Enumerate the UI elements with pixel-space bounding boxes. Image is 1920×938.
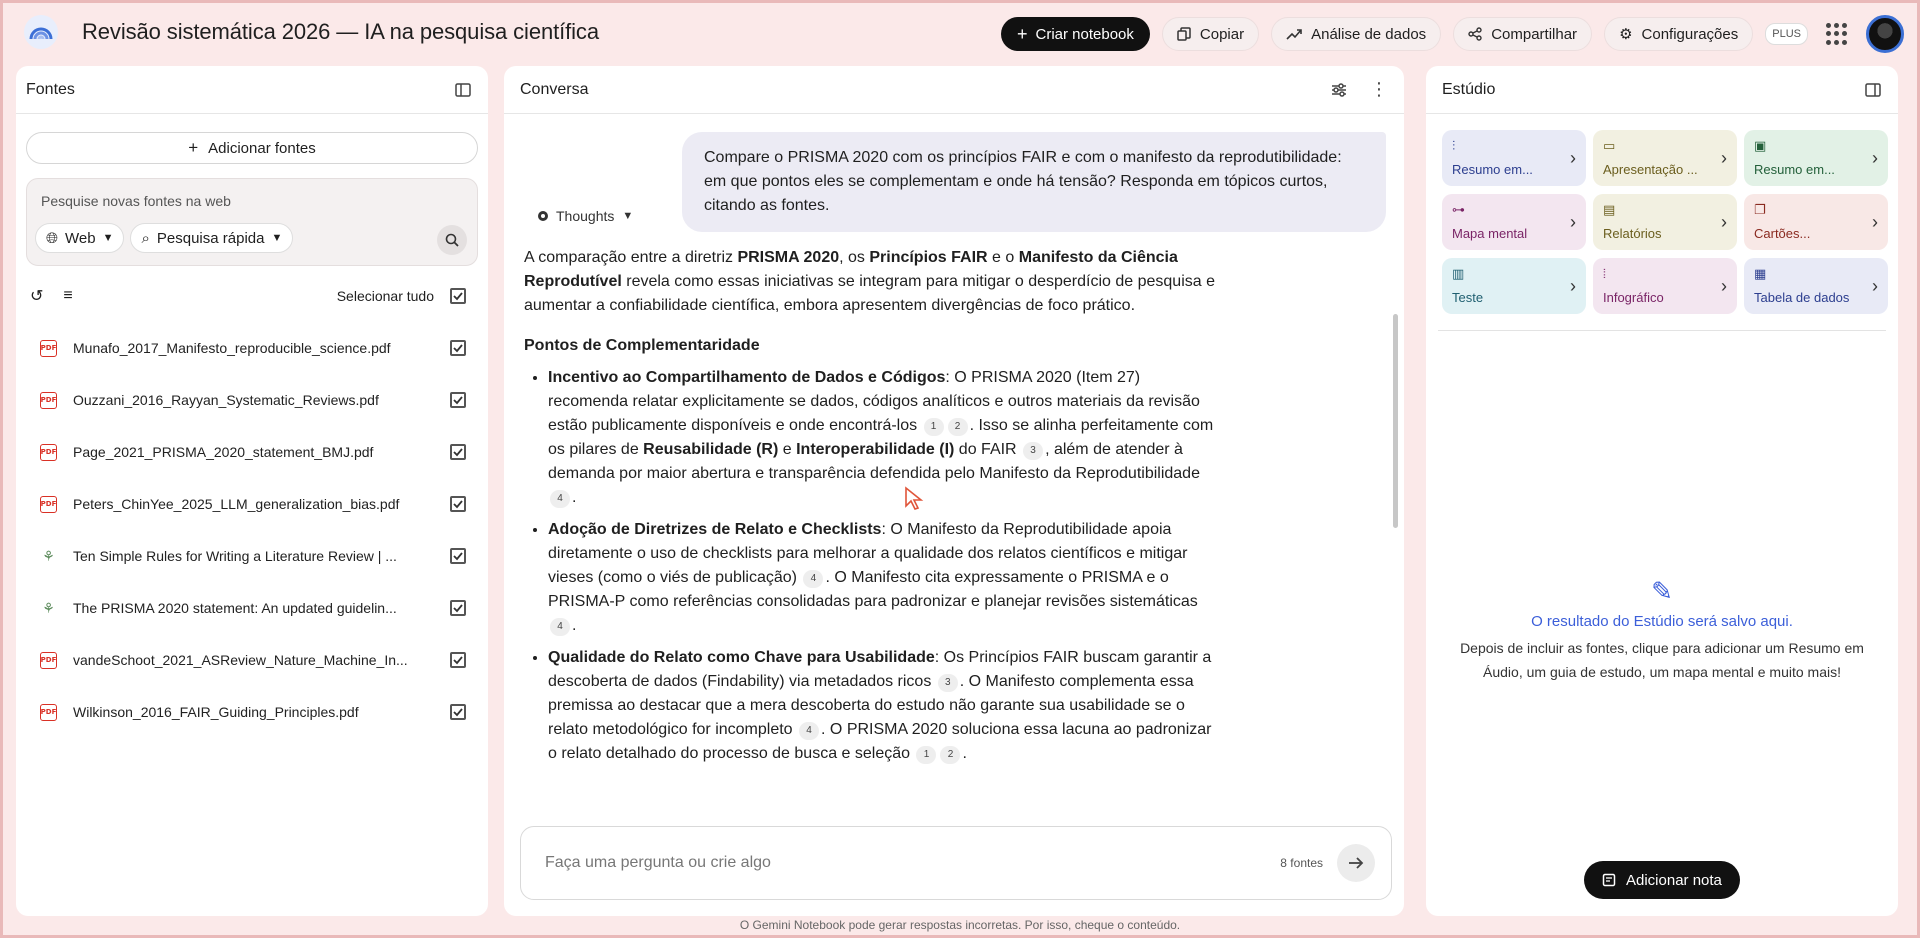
tune-icon[interactable] [1324,75,1354,105]
data-analysis-button[interactable]: Análise de dados [1271,17,1441,51]
divider [1438,330,1886,331]
magic-wand-icon: ✎ [1651,576,1673,606]
studio-tile[interactable] [1442,194,1586,250]
chevron-right-icon: › [1570,276,1576,296]
audio-icon: ⫶ [1452,138,1456,153]
send-button[interactable] [1337,844,1375,882]
citation-chip[interactable]: 2 [940,746,960,764]
thoughts-icon [538,211,548,221]
citation-chip[interactable]: 3 [1023,442,1043,460]
source-checkbox[interactable] [450,392,466,408]
source-item[interactable] [16,478,488,530]
chat-panel [504,66,1404,916]
share-icon [1468,27,1482,41]
plus-icon: + [188,138,199,157]
studio-tile[interactable] [1593,258,1737,314]
web-chip[interactable]: 🌐︎ Web ▼ [35,223,124,253]
select-all-label: Selecionar tudo [336,288,434,304]
source-name: vandeSchoot_2021_ASReview_Nature_Machine_In... [73,652,408,668]
studio-tile-label: Relatórios [1603,226,1662,241]
search-mode-chip[interactable]: ⌕ Pesquisa rápida ▼ [130,223,293,253]
studio-tile-label: Mapa mental [1452,226,1528,241]
pdf-icon: PDF [40,496,57,513]
pdf-icon: PDF [40,392,57,409]
source-item[interactable] [16,426,488,478]
sparkle-search-icon: ⌕ [141,229,150,247]
pdf-icon: PDF [40,652,57,669]
studio-tile-label: Infográfico [1603,290,1664,305]
studio-panel [1426,66,1898,916]
user-message: Compare o PRISMA 2020 com os princípios FAIR e com o manifesto da reprodutibilidade: em que pontos eles se complementam e onde há tensão? Responda em tópicos curtos, citando as fontes. [682,132,1386,232]
mouse-cursor-icon [904,486,926,512]
notebook-title[interactable]: Revisão sistemática 2026 — IA na pesquisa científica [82,19,599,44]
more-vert-icon[interactable]: ⋮ [1370,79,1388,99]
chevron-right-icon: › [1721,276,1727,296]
pdf-icon: PDF [40,704,57,721]
chevron-right-icon: › [1570,212,1576,232]
pdf-icon: PDF [40,444,57,461]
infographic-icon: ⦙ [1603,266,1606,281]
source-checkbox[interactable] [450,548,466,564]
studio-empty-title: O resultado do Estúdio será salvo aqui. [1531,613,1793,630]
chevron-right-icon: › [1872,276,1878,296]
chevron-right-icon: › [1721,212,1727,232]
sort-icon[interactable]: ≡ [63,287,73,304]
table-icon: ▦ [1754,266,1767,281]
citation-chip[interactable]: 1 [924,418,944,436]
chat-panel-title: Conversa [520,80,589,98]
studio-tile-label: Tabela de dados [1754,290,1850,305]
globe-icon: 🌐︎ [46,229,59,247]
note-icon [1602,873,1616,887]
source-checkbox[interactable] [450,340,466,356]
source-name: Peters_ChinYee_2025_LLM_generalization_bias.pdf [73,496,400,512]
source-checkbox[interactable] [450,444,466,460]
create-notebook-button[interactable]: + Criar notebook [1001,17,1150,51]
plus-icon: + [1017,23,1028,44]
search-submit-button[interactable] [437,225,467,255]
source-name: Ouzzani_2016_Rayyan_Systematic_Reviews.pdf [73,392,379,408]
citation-chip[interactable]: 3 [938,674,958,692]
source-checkbox[interactable] [450,652,466,668]
list-item: • Qualidade do Relato como Chave para Usabilidade: Os Princípios FAIR buscam garantir a descoberta de dados (Findability) via metadados ricos 3 . O Manifesto complementa essa premissa ao destacar que a mera descoberta do estudo não garante sua usabilidade se o relato metodológico for incompleto 4 . O PRISMA 2020 soluciona essa lacuna ao padronizar o relato detalhado do processo de busca e seleção 1 2 . [548,646,1224,766]
cards-icon: ❐ [1754,202,1766,217]
web-page-icon: ⚘ [42,599,55,616]
slides-icon: ▭ [1603,138,1616,153]
answer-list [524,366,1224,766]
collapse-panel-icon[interactable] [1858,75,1888,105]
app-logo-icon[interactable] [24,15,58,49]
citation-chip[interactable]: 4 [550,618,570,636]
studio-tile[interactable] [1593,194,1737,250]
thoughts-toggle[interactable]: Thoughts ▼ [538,208,633,224]
add-note-button[interactable]: Adicionar nota [1584,861,1740,899]
apps-grid-icon[interactable] [1826,23,1848,45]
refresh-icon[interactable]: ↺ [30,288,44,305]
source-list [16,322,488,738]
list-item: • Adoção de Diretrizes de Relato e Checklists: O Manifesto da Reprodutibilidade apoia diretamente o uso de checklists para melhorar a qualidade dos relatos científicos e mitigar vieses (como o viés de publicação) 4 . O Manifesto cita expressamente o PRISMA e o PRISMA-P como referências consolidadas para padronizar e planejar revisões sistemáticas 4 . [548,518,1224,638]
citation-chip[interactable]: 4 [799,722,819,740]
share-button[interactable]: Compartilhar [1453,17,1592,51]
web-source-search [26,178,478,266]
chevron-down-icon: ▼ [271,232,283,244]
studio-empty-desc: Depois de incluir as fontes, clique para adicionar um Resumo em Áudio, um guia de estudo, um mapa mental e muito mais! [1460,640,1864,680]
source-checkbox[interactable] [450,600,466,616]
arrow-right-icon [1348,856,1364,870]
app-header [0,0,1920,64]
source-name: The PRISMA 2020 statement: An updated guidelin... [73,600,397,616]
chat-scrollbar[interactable] [1393,314,1398,528]
source-name: Ten Simple Rules for Writing a Literature Review | ... [73,548,397,564]
citation-chip[interactable]: 1 [916,746,936,764]
chevron-down-icon: ▼ [102,232,114,244]
add-sources-button[interactable]: + Adicionar fontes [26,132,478,164]
list-item: • Incentivo ao Compartilhamento de Dados e Códigos: O PRISMA 2020 (Item 27) recomenda relatar explicitamente se dados, códigos analíticos e outros materiais da revisão estão publicamente disponíveis e onde encontrá-los 1 2 . Isso se alinha perfeitamente com os pilares de Reusabilidade (R) e Interoperabilidade (I) do FAIR 3 , além de atender à demanda por maior abertura e transparência defendida pelo Manifesto da Reprodutibilidade 4 . [548,366,1224,510]
studio-tile[interactable] [1442,258,1586,314]
citation-chip[interactable]: 2 [948,418,968,436]
citation-chip[interactable]: 4 [803,570,823,588]
answer-section-heading: Pontos de Complementaridade [524,337,760,354]
chevron-right-icon: › [1570,148,1576,168]
studio-tile[interactable] [1442,130,1586,186]
sources-panel [16,66,488,916]
collapse-panel-icon[interactable] [448,75,478,105]
mindmap-icon: ⊶ [1452,202,1465,217]
plan-badge: PLUS [1765,23,1808,45]
source-item[interactable] [16,582,488,634]
studio-panel-title: Estúdio [1442,80,1496,98]
citation-chip[interactable]: 4 [550,490,570,508]
gear-icon: ⚙ [1619,26,1633,43]
source-item[interactable] [16,634,488,686]
studio-tile-label: Teste [1452,290,1484,305]
copy-icon [1177,27,1191,41]
quiz-icon: ▥ [1452,266,1465,281]
report-icon: ▤ [1603,202,1616,217]
studio-tile-label: Resumo em... [1754,162,1835,177]
source-name: Wilkinson_2016_FAIR_Guiding_Principles.pdf [73,704,359,720]
copy-button[interactable]: Copiar [1162,17,1259,51]
disclaimer-footer: O Gemini Notebook pode gerar respostas incorretas. Por isso, cheque o conteúdo. [739,918,1181,932]
assistant-answer [524,246,1224,774]
studio-tile-label: Apresentação ... [1603,162,1698,177]
source-item[interactable] [16,686,488,738]
studio-tile-label: Cartões... [1754,226,1811,241]
trend-icon [1286,28,1302,40]
select-all-checkbox[interactable] [450,288,466,304]
studio-tile[interactable] [1744,130,1888,186]
source-item[interactable] [16,322,488,374]
video-icon: ▣ [1754,138,1767,153]
source-checkbox[interactable] [450,704,466,720]
chat-input[interactable]: Faça uma pergunta ou crie algo [545,854,771,871]
source-name: Page_2021_PRISMA_2020_statement_BMJ.pdf [73,444,374,460]
pdf-icon: PDF [40,340,57,357]
studio-tiles [1426,114,1898,314]
avatar[interactable] [1866,15,1904,53]
search-icon [445,233,459,247]
source-count: 8 fontes [1280,856,1323,870]
answer-intro: A comparação entre a diretriz PRISMA 2020, os Princípios FAIR e o Manifesto da Ciência Reprodutível revela como essas iniciativas se integram para mitigar o desperdício de pesquisa e aumentar a confiabilidade científica, embora apresentem divergências de foco prático. [524,249,1215,314]
source-checkbox[interactable] [450,496,466,512]
chevron-right-icon: › [1872,148,1878,168]
studio-tile[interactable] [1744,258,1888,314]
chevron-right-icon: › [1721,148,1727,168]
chevron-down-icon: ▼ [622,210,634,222]
web-page-icon: ⚘ [42,547,55,564]
source-name: Munafo_2017_Manifesto_reproducible_science.pdf [73,340,391,356]
sources-panel-title: Fontes [26,80,75,98]
source-item[interactable] [16,374,488,426]
studio-tile-label: Resumo em... [1452,162,1533,177]
studio-tile[interactable] [1744,194,1888,250]
chat-composer[interactable] [520,826,1392,900]
studio-tile[interactable] [1593,130,1737,186]
search-input[interactable]: Pesquise novas fontes na web [41,193,231,209]
source-item[interactable] [16,530,488,582]
settings-button[interactable]: ⚙ Configurações [1604,17,1753,51]
studio-empty-state [1426,576,1898,684]
chevron-right-icon: › [1872,212,1878,232]
